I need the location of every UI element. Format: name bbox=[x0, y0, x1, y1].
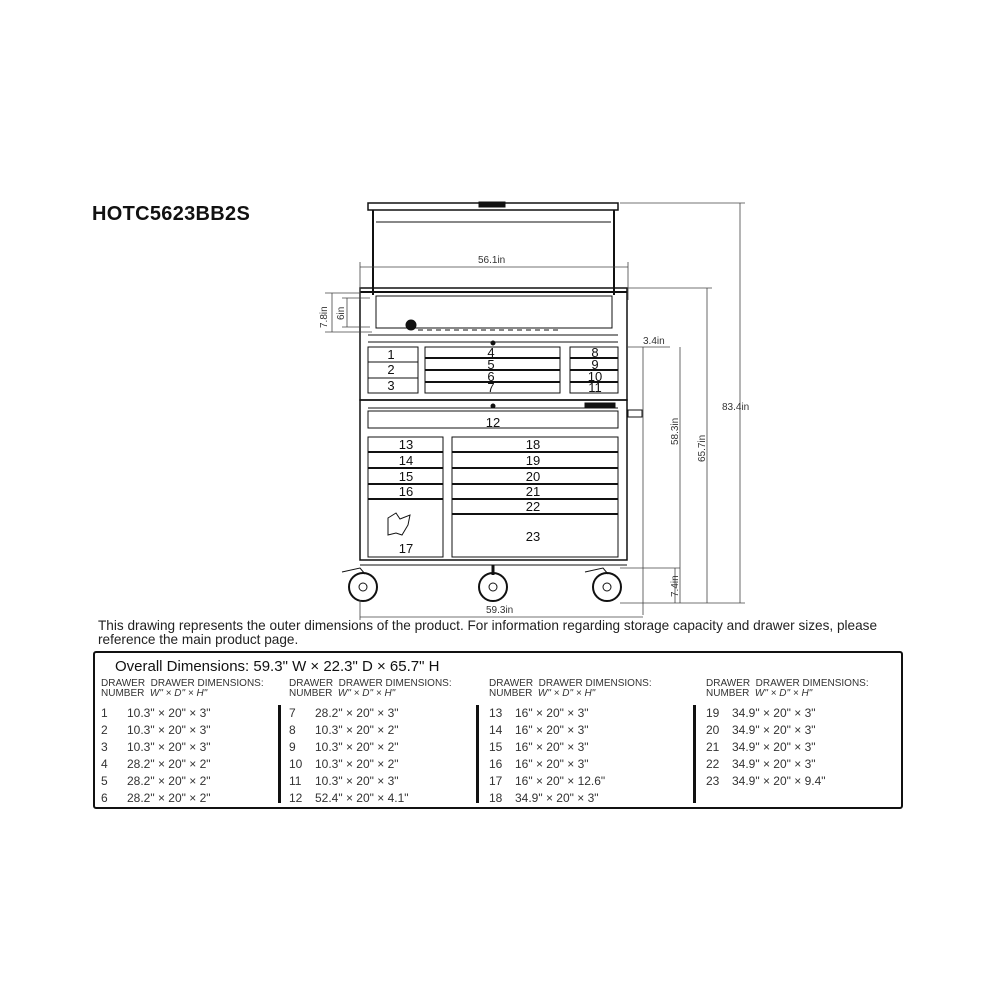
drawer-label: 13 bbox=[398, 437, 414, 452]
drawer-label: 7 bbox=[487, 380, 495, 395]
dim-overall-width: 59.3in bbox=[486, 605, 514, 616]
wolf-logo-icon bbox=[388, 513, 410, 535]
drawer-number: 14 bbox=[489, 723, 503, 737]
table-row bbox=[706, 739, 869, 756]
drawer-number: 23 bbox=[706, 774, 720, 788]
drawer-dimensions: 28.2" × 20" × 2" bbox=[127, 774, 211, 788]
drawer-dimensions: 16" × 20" × 3" bbox=[515, 723, 589, 737]
dim-hutch-depth-inner: 6in bbox=[336, 306, 347, 320]
drawer-dimensions: 34.9" × 20" × 3" bbox=[732, 740, 816, 754]
table-row bbox=[489, 756, 652, 773]
drawer-label: 6 bbox=[487, 369, 495, 384]
table-row bbox=[706, 705, 869, 722]
drawer-label: 16 bbox=[398, 484, 414, 499]
header-number: NUMBER bbox=[101, 688, 145, 699]
table-row bbox=[289, 739, 452, 756]
drawer-number: 10 bbox=[289, 757, 303, 771]
drawer-dimensions: 28.2" × 20" × 2" bbox=[127, 757, 211, 771]
dim-chest-height: 58.3in bbox=[670, 417, 681, 445]
drawer-group bbox=[289, 679, 452, 807]
drawer-number: 9 bbox=[289, 740, 296, 754]
dim-caster-height: 7.4in bbox=[670, 575, 681, 597]
drawer-label: 8 bbox=[591, 345, 599, 360]
column-header bbox=[289, 689, 452, 699]
column-header bbox=[101, 689, 264, 699]
drawer-label: 17 bbox=[398, 541, 414, 556]
table-row bbox=[706, 773, 869, 790]
open-lid bbox=[368, 202, 618, 295]
header-drawer: DRAWER bbox=[706, 678, 751, 689]
header-dimensions: DRAWER DIMENSIONS: bbox=[338, 678, 452, 689]
column-divider bbox=[693, 705, 696, 803]
header-dimensions: DRAWER DIMENSIONS: bbox=[538, 678, 652, 689]
drawer-label: 5 bbox=[487, 357, 495, 372]
table-row bbox=[489, 722, 652, 739]
drawer-dimensions: 10.3" × 20" × 3" bbox=[315, 774, 399, 788]
table-row bbox=[101, 756, 264, 773]
drawer-number: 1 bbox=[101, 706, 108, 720]
drawer-number: 19 bbox=[706, 706, 720, 720]
drawer-number: 15 bbox=[489, 740, 503, 754]
column-divider bbox=[476, 705, 479, 803]
drawer-number: 4 bbox=[101, 757, 108, 771]
drawer-dimensions: 10.3" × 20" × 2" bbox=[315, 740, 399, 754]
drawer-group bbox=[101, 679, 264, 807]
drawer-label: 23 bbox=[525, 529, 541, 544]
header-units: W" × D" × H" bbox=[754, 688, 813, 699]
header-dimensions: DRAWER DIMENSIONS: bbox=[150, 678, 264, 689]
drawer-label: 10 bbox=[587, 369, 603, 384]
drawing-caption: This drawing represents the outer dimensions of the product. For information regarding storage capacity and drawer sizes, please reference the main product page. bbox=[98, 618, 878, 647]
drawer-dimensions: 16" × 20" × 3" bbox=[515, 757, 589, 771]
drawer-number: 8 bbox=[289, 723, 296, 737]
casters bbox=[342, 565, 621, 601]
dim-hutch-depth-total: 7.8in bbox=[319, 306, 330, 328]
model-title: HOTC5623BB2S bbox=[92, 203, 251, 225]
drawer-dimensions: 16" × 20" × 3" bbox=[515, 706, 589, 720]
header-drawer: DRAWER bbox=[101, 678, 146, 689]
drawer-number: 21 bbox=[706, 740, 720, 754]
drawer-group bbox=[489, 679, 652, 807]
table-row bbox=[101, 705, 264, 722]
drawer-dimensions: 34.9" × 20" × 3" bbox=[515, 791, 599, 805]
drawer-number: 6 bbox=[101, 791, 108, 805]
column-header bbox=[489, 689, 652, 699]
drawer-dimensions: 16" × 20" × 12.6" bbox=[515, 774, 606, 788]
table-row bbox=[289, 756, 452, 773]
header-units: W" × D" × H" bbox=[537, 688, 596, 699]
drawer-dimensions: 10.3" × 20" × 3" bbox=[127, 723, 211, 737]
drawer-number: 3 bbox=[101, 740, 108, 754]
table-row bbox=[489, 705, 652, 722]
header-number: NUMBER bbox=[706, 688, 750, 699]
drawer-label: 19 bbox=[525, 453, 541, 468]
drawer-dimensions: 28.2" × 20" × 2" bbox=[127, 791, 211, 805]
drawer-label: 14 bbox=[398, 453, 414, 468]
drawer-dimensions: 10.3" × 20" × 2" bbox=[315, 723, 399, 737]
drawer-number: 5 bbox=[101, 774, 108, 788]
header-number: NUMBER bbox=[489, 688, 533, 699]
drawer-label: 18 bbox=[525, 437, 541, 452]
dim-closed-height: 65.7in bbox=[697, 434, 708, 462]
drawer-number: 17 bbox=[489, 774, 503, 788]
drawer-number: 7 bbox=[289, 706, 296, 720]
drawer-label: 12 bbox=[485, 415, 501, 430]
drawer-dimensions: 10.3" × 20" × 3" bbox=[127, 740, 211, 754]
header-drawer: DRAWER bbox=[489, 678, 534, 689]
drawer-dimensions: 28.2" × 20" × 3" bbox=[315, 706, 399, 720]
drawer-dimensions: 34.9" × 20" × 3" bbox=[732, 706, 816, 720]
table-row bbox=[489, 790, 652, 807]
drawer-number: 18 bbox=[489, 791, 503, 805]
drawer-number: 12 bbox=[289, 791, 303, 805]
dim-open-height: 83.4in bbox=[722, 402, 750, 413]
dim-lid-width: 56.1in bbox=[478, 255, 506, 266]
drawer-label: 2 bbox=[387, 362, 395, 377]
drawer-label: 1 bbox=[387, 347, 395, 362]
drawer-label: 22 bbox=[525, 499, 541, 514]
drawer-dimensions: 16" × 20" × 3" bbox=[515, 740, 589, 754]
header-drawer: DRAWER bbox=[289, 678, 334, 689]
drawer-number: 11 bbox=[289, 774, 302, 788]
dim-side-offset: 3.4in bbox=[643, 336, 665, 347]
table-row bbox=[289, 790, 452, 807]
drawer-number: 22 bbox=[706, 757, 720, 771]
drawer-dimensions: 34.9" × 20" × 3" bbox=[732, 723, 816, 737]
drawer-number: 13 bbox=[489, 706, 503, 720]
table-row bbox=[489, 773, 652, 790]
drawer-dimensions: 52.4" × 20" × 4.1" bbox=[315, 791, 409, 805]
header-dimensions: DRAWER DIMENSIONS: bbox=[755, 678, 869, 689]
overall-dimensions: Overall Dimensions: 59.3" W × 22.3" D × 65.7" H bbox=[115, 658, 440, 675]
table-row bbox=[289, 705, 452, 722]
table-row bbox=[706, 756, 869, 773]
header-number: NUMBER bbox=[289, 688, 333, 699]
table-row bbox=[706, 722, 869, 739]
drawer-number: 2 bbox=[101, 723, 108, 737]
drawer-label: 20 bbox=[525, 469, 541, 484]
drawer-label: 3 bbox=[387, 378, 395, 393]
table-row bbox=[289, 722, 452, 739]
drawer-dimensions: 10.3" × 20" × 3" bbox=[127, 706, 211, 720]
column-divider bbox=[278, 705, 281, 803]
header-units: W" × D" × H" bbox=[149, 688, 208, 699]
drawer-label: 15 bbox=[398, 469, 414, 484]
table-row bbox=[101, 722, 264, 739]
header-units: W" × D" × H" bbox=[337, 688, 396, 699]
drawer-label: 11 bbox=[588, 380, 602, 395]
drawer-number: 20 bbox=[706, 723, 720, 737]
drawer-dimensions: 34.9" × 20" × 9.4" bbox=[732, 774, 826, 788]
drawer-label: 9 bbox=[591, 357, 599, 372]
drawer-dimensions: 34.9" × 20" × 3" bbox=[732, 757, 816, 771]
table-row bbox=[289, 773, 452, 790]
table-row bbox=[101, 739, 264, 756]
table-row bbox=[489, 739, 652, 756]
drawer-dimensions: 10.3" × 20" × 2" bbox=[315, 757, 399, 771]
drawer-label: 21 bbox=[525, 484, 541, 499]
drawer-label: 4 bbox=[487, 345, 495, 360]
table-row bbox=[101, 790, 264, 807]
drawer-group bbox=[706, 679, 869, 790]
column-header bbox=[706, 689, 869, 699]
table-row bbox=[101, 773, 264, 790]
drawer-number: 16 bbox=[489, 757, 503, 771]
dimensions-table bbox=[93, 651, 903, 809]
